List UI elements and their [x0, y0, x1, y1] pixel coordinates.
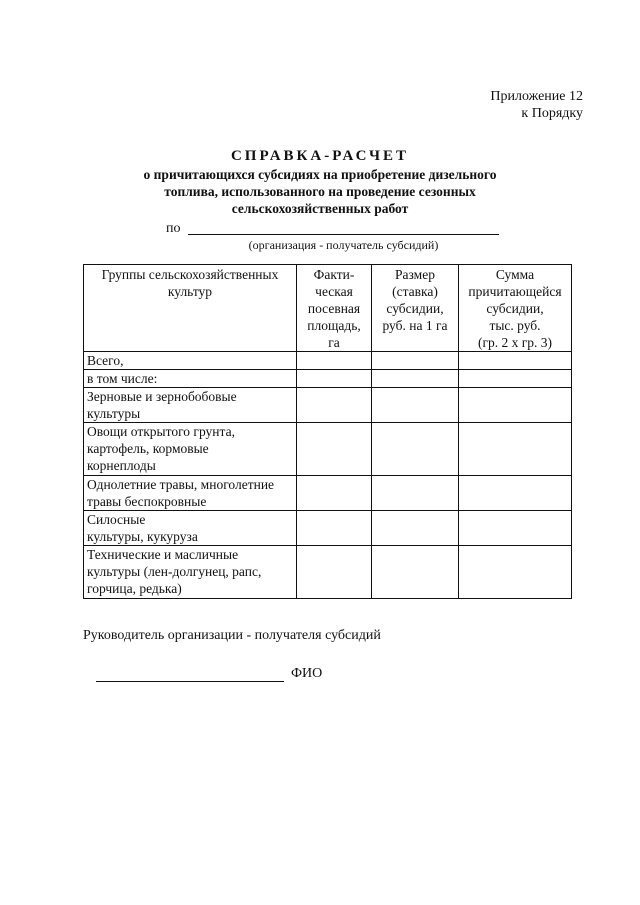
- table-row: [84, 388, 572, 423]
- table-cell: [459, 388, 572, 423]
- row-label: Овощи открытого грунта, картофель, кормовые корнеплоды: [84, 423, 297, 476]
- by-label: по: [166, 221, 181, 236]
- table-header-row: [84, 265, 572, 352]
- table-cell: [459, 370, 572, 388]
- document-subtitle: [110, 166, 530, 217]
- header-subsidy-amount: Сумма причитающейся субсидии, тыс. руб. (гр. 2 х гр. 3): [459, 265, 572, 352]
- table-cell: [459, 423, 572, 476]
- table-cell: [372, 476, 459, 511]
- table-row: [84, 546, 572, 599]
- table-cell: [297, 388, 372, 423]
- table-row: [84, 511, 572, 546]
- table-cell: [297, 511, 372, 546]
- table-row: [84, 423, 572, 476]
- organization-blank-line: [188, 234, 499, 235]
- row-label: Всего,: [84, 352, 297, 370]
- table-cell: [372, 388, 459, 423]
- row-label: в том числе:: [84, 370, 297, 388]
- table-cell: [372, 352, 459, 370]
- row-label: Технические и масличные культуры (лен-долгунец, рапс, горчица, редька): [84, 546, 297, 599]
- header-sown-area: Факти- ческая посевная площадь, га: [297, 265, 372, 352]
- row-label: Силосные культуры, кукуруза: [84, 511, 297, 546]
- appendix-number: Приложение 12: [490, 89, 583, 104]
- table-cell: [297, 352, 372, 370]
- table-cell: [459, 476, 572, 511]
- subtitle-line-2: топлива, использованного на проведение сезонных: [164, 184, 476, 199]
- header-crop-groups: Группы сельскохозяйственных культур: [84, 265, 297, 352]
- header-subsidy-rate: Размер (ставка) субсидии, руб. на 1 га: [372, 265, 459, 352]
- subtitle-line-1: о причитающихся субсидиях на приобретение дизельного: [143, 167, 497, 182]
- table-cell: [297, 423, 372, 476]
- appendix-reference: к Порядку: [521, 106, 583, 121]
- table-cell: [372, 546, 459, 599]
- organization-caption: (организация - получатель субсидий): [248, 238, 439, 252]
- subtitle-line-3: сельскохозяйственных работ: [231, 201, 409, 216]
- table-cell: [297, 546, 372, 599]
- subsidy-calculation-table: [83, 264, 572, 599]
- table-row: [84, 370, 572, 388]
- table-cell: [372, 511, 459, 546]
- row-label: Зерновые и зернобобовые культуры: [84, 388, 297, 423]
- fio-label: ФИО: [291, 666, 323, 681]
- table-cell: [297, 476, 372, 511]
- document-title: СПРАВКА-РАСЧЕТ: [230, 148, 410, 164]
- table-row: [84, 352, 572, 370]
- signature-line: [96, 681, 284, 682]
- table-cell: [372, 423, 459, 476]
- row-label: Однолетние травы, многолетние травы беспокровные: [84, 476, 297, 511]
- table-cell: [297, 370, 372, 388]
- table-row: [84, 476, 572, 511]
- table-cell: [459, 511, 572, 546]
- table-cell: [372, 370, 459, 388]
- manager-label: Руководитель организации - получателя субсидий: [83, 628, 381, 643]
- table-cell: [459, 352, 572, 370]
- table-cell: [459, 546, 572, 599]
